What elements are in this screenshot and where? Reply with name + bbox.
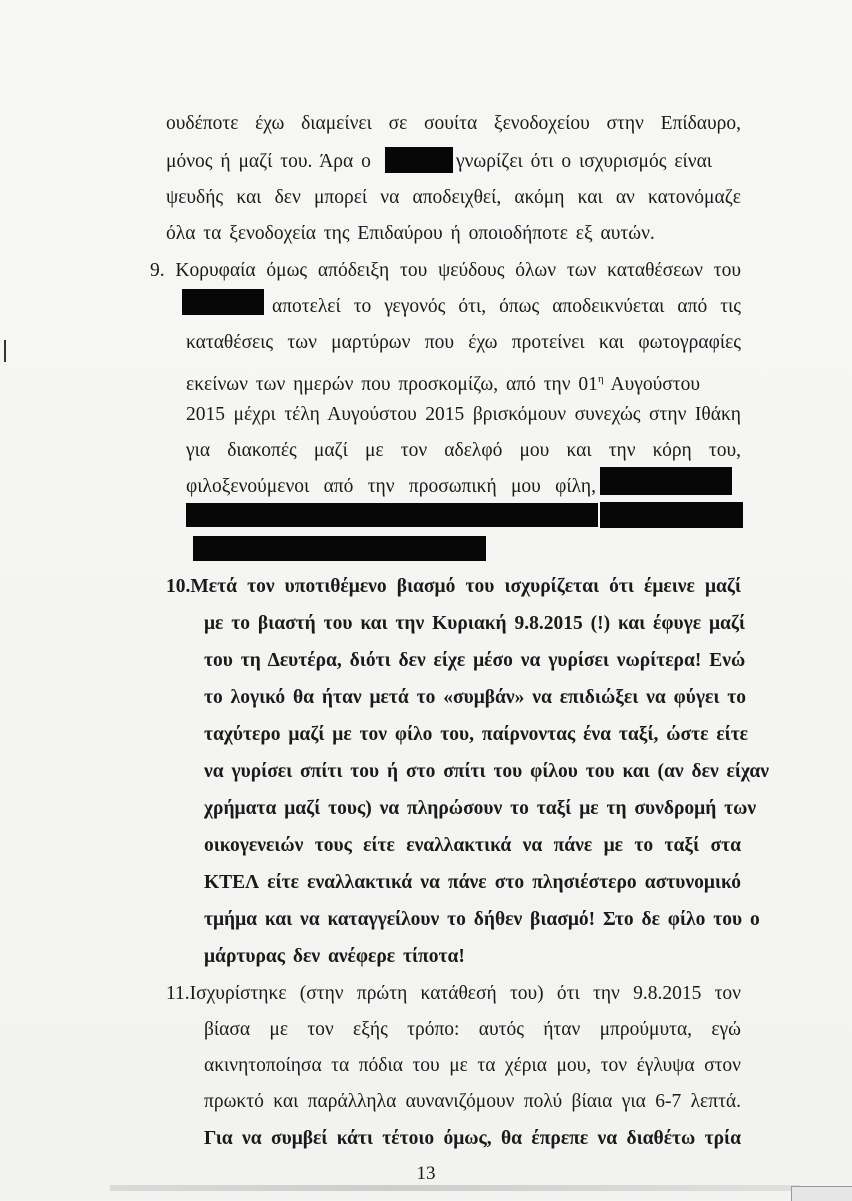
text-fragment: εκείνων των ημερών που προσκομίζω, από την 01	[186, 374, 598, 395]
text-line	[186, 367, 741, 397]
text-line: τμήμα και να καταγγείλουν το δήθεν βιασμό! Στο δε φίλο του ο	[204, 909, 760, 930]
text-line: μάρτυρας δεν ανέφερε τίποτα!	[204, 946, 465, 967]
text-line: χρήματα μαζί τους) να πληρώσουν το ταξί με τη συνδρομή των	[204, 798, 757, 819]
text-line: ακινητοποίησα τα πόδια του με τα χέρια μου, τον έγλυψα στον	[204, 1055, 741, 1076]
text-line: το λογικό θα ήταν μετά το «συμβάν» να επιδιώξει να φύγει το	[204, 687, 747, 708]
scan-corner	[791, 1186, 852, 1201]
redaction-bar	[182, 289, 264, 315]
redaction-bar	[600, 502, 743, 528]
text-fragment: μόνος ή μαζί του. Άρα ο	[166, 151, 371, 172]
text-line: καταθέσεις των μαρτύρων που έχω προτείνει και φωτογραφίες	[186, 332, 741, 353]
text-line: φιλοξενούμενοι από την προσωπική μου φίλη,	[186, 476, 596, 497]
text-line: αποτελεί το γεγονός ότι, όπως αποδεικνύεται από τις	[272, 296, 741, 317]
text-line	[166, 150, 371, 174]
page-number: 13	[416, 1163, 436, 1184]
redaction-bar	[600, 467, 732, 495]
text-line: 2015 μέχρι τέλη Αυγούστου 2015 βρισκόμουν συνεχώς στην Ιθάκη	[186, 404, 741, 425]
superscript: η	[597, 373, 604, 385]
text-line: όλα τα ξενοδοχεία της Επιδαύρου ή οποιοδήποτε εξ αυτών.	[166, 223, 655, 244]
text-line: πρωκτό και παράλληλα αυνανιζόμουν πολύ βίαια για 6-7 λεπτά.	[204, 1091, 741, 1112]
text-line: ΚΤΕΛ είτε εναλλακτικά να πάνε στο πλησιέστερο αστυνομικό	[204, 872, 741, 893]
text-line: οικογενειών τους είτε εναλλακτικά να πάνε με το ταξί στα	[204, 835, 741, 856]
text-fragment: Αυγούστου	[603, 374, 701, 395]
text-line: του τη Δευτέρα, διότι δεν είχε μέσο να γυρίσει νωρίτερα! Ενώ	[204, 650, 746, 671]
redaction-bar	[186, 503, 598, 527]
scan-edge	[110, 1185, 800, 1191]
text-line: 9. Κορυφαία όμως απόδειξη του ψεύδους όλων των καταθέσεων του	[150, 260, 741, 281]
text-line: ουδέποτε έχω διαμείνει σε σουίτα ξενοδοχείου στην Επίδαυρο,	[166, 113, 741, 134]
text-line: ψευδής και δεν μπορεί να αποδειχθεί, ακόμη και αν κατονόμαζε	[166, 187, 741, 208]
redaction-bar	[385, 147, 453, 173]
redaction-bar	[193, 536, 486, 561]
text-line: 10.Μετά τον υποτιθέμενο βιασμό του ισχυρίζεται ότι έμεινε μαζί	[166, 576, 741, 597]
text-line: ταχύτερο μαζί με τον φίλο του, παίρνοντας ένα ταξί, ώστε είτε	[204, 724, 749, 745]
text-line: γνωρίζει ότι ο ισχυρισμός είναι	[456, 151, 713, 172]
text-line: 11.Ισχυρίστηκε (στην πρώτη κατάθεσή του) ότι την 9.8.2015 τον	[166, 983, 741, 1004]
text-line: με το βιαστή του και την Κυριακή 9.8.2015 (!) και έφυγε μαζί	[204, 613, 746, 634]
text-line: Για να συμβεί κάτι τέτοιο όμως, θα έπρεπε να διαθέτω τρία	[204, 1128, 741, 1149]
text-line: βίασα με τον εξής τρόπο: αυτός ήταν μπρούμυτα, εγώ	[204, 1019, 741, 1040]
text-line: για διακοπές μαζί με τον αδελφό μου και την κόρη του,	[186, 440, 741, 461]
text-line: να γυρίσει σπίτι του ή στο σπίτι του φίλου του και (αν δεν είχαν	[204, 761, 769, 782]
margin-mark	[4, 340, 6, 362]
